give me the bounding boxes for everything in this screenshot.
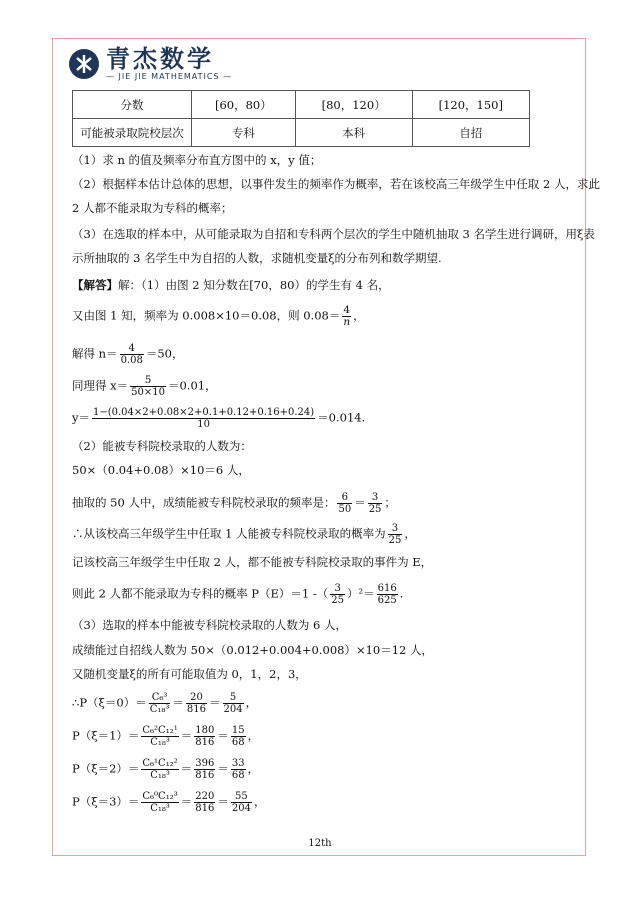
answer-line-1 [72, 277, 390, 293]
numerator: C₆¹C₁₂² [142, 758, 178, 769]
numerator: 33 [231, 758, 245, 769]
text: ＝ [209, 695, 221, 710]
text: 则此 2 人都不能录取为专科的概率 P（E）＝1 -（ [72, 586, 329, 601]
text: ， [247, 728, 260, 743]
answer-line-6: （2）能被专科院校录取的人数为： [72, 439, 252, 453]
answer-tag: 【解答】 [72, 278, 118, 292]
fraction [194, 791, 215, 814]
text: P（ξ＝3）＝ [72, 794, 140, 809]
fraction [330, 583, 345, 606]
probability-xi-1 [72, 725, 259, 748]
fraction [92, 407, 315, 430]
text: ； [384, 495, 396, 510]
numerator: C₆⁰C₁₂³ [142, 791, 178, 802]
denominator: C₁₈³ [150, 770, 170, 781]
answer-line-13: 成绩能过自招线人数为 50×（0.012+0.004+0.008）×10＝12 人， [72, 643, 434, 657]
answer-line-7: 50×（0.04+0.08）×10＝6 人， [72, 463, 250, 477]
fraction [141, 725, 178, 748]
fraction [377, 583, 398, 606]
numerator: 616 [377, 583, 397, 594]
denominator: 25 [368, 504, 382, 515]
table-cell: [120，150] [412, 91, 529, 119]
fraction [141, 758, 178, 781]
text: ， [253, 794, 266, 809]
question-3-line-2: 示所抽取的 3 名学生中为自招的人数，求随机变量ξ的分布列和数学期望. [72, 251, 442, 265]
fraction [231, 725, 246, 748]
answer-line-11 [72, 583, 403, 606]
text: ＝50， [145, 346, 184, 361]
text: ＝ [180, 761, 193, 776]
text: P（ξ＝1）＝ [72, 728, 140, 743]
fraction [342, 305, 351, 328]
fraction [194, 725, 215, 748]
fraction [337, 492, 352, 515]
probability-xi-3 [72, 791, 265, 814]
text: ＝ [217, 728, 229, 743]
numerator: 3 [368, 492, 383, 504]
fraction [149, 692, 171, 715]
fraction [223, 692, 244, 715]
denominator: C₁₈³ [150, 737, 170, 748]
denominator: 25 [388, 535, 402, 546]
text: ＝0.01， [167, 378, 217, 393]
numerator: 15 [231, 725, 245, 736]
numerator: 3 [388, 523, 403, 535]
numerator: 6 [337, 492, 352, 504]
text: ， [245, 695, 258, 710]
text: 解得 n＝ [72, 346, 118, 361]
answer-line-10: 记该校高三年级学生中任取 2 人，都不能被专科院校录取的事件为 E， [72, 555, 433, 569]
text: P（ξ＝2）＝ [72, 761, 140, 776]
numerator: 3 [330, 583, 345, 595]
text: 又由图 1 知，频率为 0.008×10＝0.08，则 0.08＝ [72, 308, 341, 323]
denominator: 10 [197, 419, 210, 430]
answer-line-12: （3）选取的样本中能被专科院校录取的人数为 6 人， [72, 618, 347, 632]
table-cell: 可能被录取院校层次 [73, 119, 192, 147]
text: ＝ [217, 794, 229, 809]
answer-line-3 [72, 343, 183, 366]
numerator: 20 [186, 692, 207, 704]
table-cell: 自招 [412, 119, 529, 147]
fraction [130, 375, 166, 398]
probability-xi-2 [72, 758, 259, 781]
table-row [73, 119, 530, 147]
table-cell: 本科 [295, 119, 412, 147]
text: 抽取的 50 人中，成绩能被专科院校录取的频率是： [72, 495, 336, 510]
numerator: 180 [195, 725, 215, 736]
answer-line-14: 又随机变量ξ的所有可能取值为 0，1，2，3， [72, 667, 307, 681]
table-cell: 分数 [73, 91, 192, 119]
text: ， [404, 526, 416, 541]
denominator: 204 [231, 803, 251, 814]
text: y＝ [72, 410, 90, 425]
denominator: C₁₈³ [150, 803, 170, 814]
answer-line-5 [72, 407, 365, 430]
text: ）²＝ [347, 586, 375, 601]
question-3-line-1: （3）在选取的样本中，从可能录取为自招和专科两个层次的学生中随机抽取 3 名学生进行调研，用ξ表 [72, 227, 595, 241]
fraction [186, 692, 207, 715]
text: . [399, 586, 404, 601]
denominator: 625 [377, 595, 397, 606]
text: ∴从该校高三年级学生中任取 1 人能被专科院校录取的概率为 [72, 526, 386, 541]
fraction [388, 523, 403, 546]
text: ， [247, 761, 260, 776]
denominator: 816 [195, 737, 215, 748]
numerator: 1−(0.04×2+0.08×2+0.1+0.12+0.16+0.24) [93, 407, 315, 418]
denominator: C₁₈³ [149, 704, 170, 715]
numerator: 5 [223, 692, 244, 704]
text: ＝ [172, 695, 184, 710]
denominator: 25 [331, 595, 345, 606]
text: ， [353, 308, 365, 323]
answer-line-8 [72, 492, 396, 515]
answer-line-9 [72, 523, 416, 546]
question-1: （1）求 n 的值及频率分布直方图中的 x，y 值； [72, 153, 322, 167]
numerator: 4 [343, 304, 351, 316]
fraction [141, 791, 178, 814]
page-number: 12th [308, 838, 332, 849]
text: ＝ [354, 495, 366, 510]
text: ＝ [180, 794, 193, 809]
denominator: 68 [231, 770, 245, 781]
text: ＝0.014. [317, 410, 366, 425]
numerator: 4 [120, 343, 144, 355]
logo-english-text: — JIE JIE MATHEMATICS — [106, 72, 233, 81]
denominator: n [343, 316, 351, 328]
numerator: C₆³ [149, 692, 171, 704]
numerator: C₆²C₁₂¹ [142, 725, 178, 736]
table-row [73, 91, 530, 119]
answer-line-4 [72, 375, 217, 398]
fraction [231, 758, 246, 781]
answer-text: 解：（1）由图 2 知分数在[70，80）的学生有 4 名， [118, 278, 390, 292]
table-cell: 专科 [192, 119, 296, 147]
denominator: 0.08 [120, 355, 143, 366]
denominator: 816 [195, 770, 215, 781]
numerator: 55 [231, 791, 252, 803]
denominator: 68 [231, 737, 245, 748]
denominator: 50 [338, 504, 352, 515]
question-2-line-1: （2）根据样本估计总体的思想，以事件发生的频率作为概率，若在该校高三年级学生中任取 2 人，求此 [72, 177, 600, 191]
numerator: 396 [195, 758, 215, 769]
fraction [368, 492, 383, 515]
logo-mark-icon [68, 48, 100, 80]
text: ＝ [217, 761, 229, 776]
table-cell: [80，120） [295, 91, 412, 119]
table-cell: [60，80） [192, 91, 296, 119]
text: ＝ [180, 728, 193, 743]
score-level-table [72, 90, 530, 147]
question-2-line-2: 2 人都不能录取为专科的概率； [72, 201, 233, 215]
probability-xi-0 [72, 692, 257, 715]
text: 同理得 x＝ [72, 378, 129, 393]
fraction [231, 791, 252, 814]
text: ∴P（ξ＝0）＝ [72, 695, 147, 710]
fraction [120, 343, 144, 366]
denominator: 816 [195, 803, 215, 814]
denominator: 50×10 [131, 387, 165, 398]
logo [68, 46, 232, 81]
fraction [194, 758, 215, 781]
numerator: 220 [195, 791, 215, 802]
numerator: 5 [130, 375, 166, 387]
denominator: 204 [223, 704, 243, 715]
answer-line-2 [72, 305, 365, 328]
logo-chinese-text: 青杰数学 [106, 45, 214, 73]
denominator: 816 [186, 704, 206, 715]
